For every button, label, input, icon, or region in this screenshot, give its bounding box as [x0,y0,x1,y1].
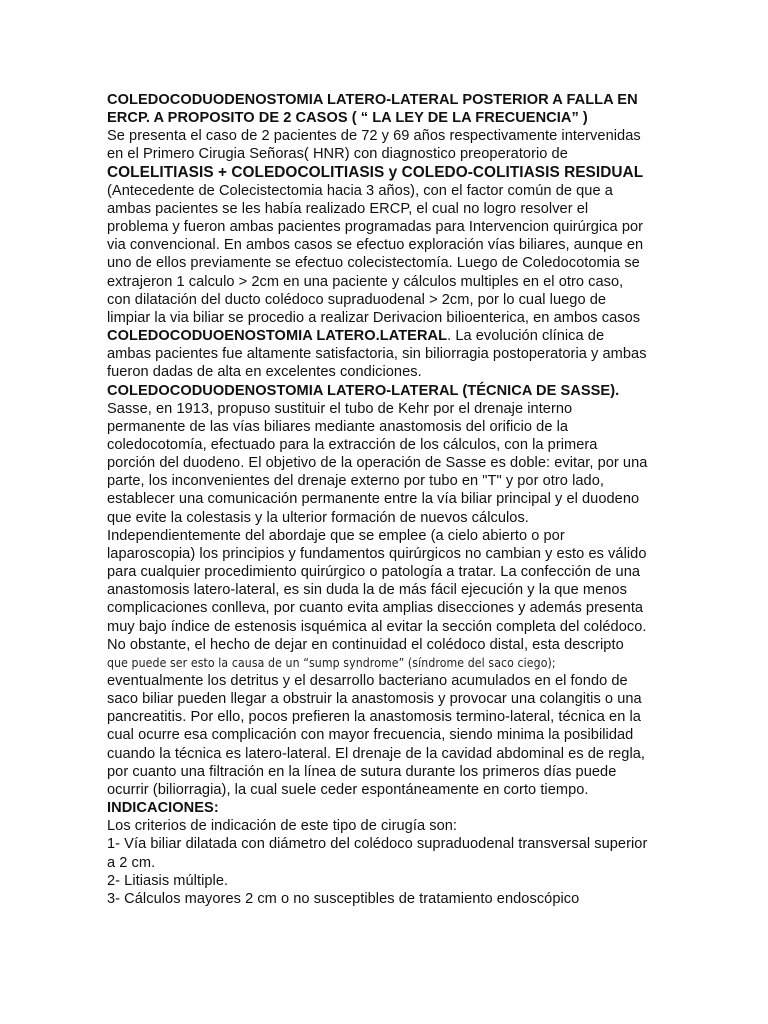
text-line: saco biliar pueden llegar a obstruir la anastomosis y provocar una colangitis o una [107,691,642,708]
text-line: Los criterios de indicación de este tipo de cirugía son: [107,818,458,835]
title-line: ERCP. A PROPOSITO DE 2 CASOS ( “ LA LEY DE LA FRECUENCIA” ) [107,110,588,127]
text-line: problema y fueron ambas pacientes programadas para Intervencion quirúrgica por [107,219,644,236]
list-item: 3- Cálculos mayores 2 cm o no susceptibles de tratamiento endoscópico [107,890,580,907]
text-line: No obstante, el hecho de dejar en continuidad el colédoco distal, esta descripto [107,636,624,653]
text-line: anastomosis latero-lateral, es sin duda la de más fácil ejecución y la que menos [107,582,627,599]
text-line: laparoscopia) los principios y fundamentos quirúrgicos no cambian y esto es válido [107,545,647,562]
text-line: con dilatación del ducto colédoco supraduodenal > 2cm, por lo cual luego de [107,291,607,308]
text-line: uno de ellos previamente se efectuo colecistectomía. Luego de Coledocotomia se [107,255,640,272]
intro-paragraph [107,127,667,181]
text-line: cuando la técnica es latero-lateral. El drenaje de la cavidad abdominal es de regla, [107,745,646,762]
list-item: a 2 cm. [107,854,156,871]
text-line: cual ocurre esa complicación con mayor frecuencia, siendo minima la posibilidad [107,727,634,744]
text-line: limpiar la via biliar se procedio a realizar Derivacion bilioenterica, en ambos casos [107,309,641,326]
document-title [107,91,667,127]
title-line: COLEDOCODUODENOSTOMIA LATERO-LATERAL POSTERIOR A FALLA EN [107,92,638,108]
text-line: ocurrir (biliorragia), la cual suele ceder espontáneamente en corto tiempo. [107,781,589,798]
sump-syndrome-line: que puede ser esto la causa de un “sump syndrome” (síndrome del saco ciego); [107,655,556,670]
text-line: parte, los inconvenientes del drenaje externo por tubo en "T" y por otro lado, [107,473,604,490]
technique-heading: COLEDOCODUODENOSTOMIA LATERO-LATERAL (TÉCNICA DE SASSE). [107,382,620,399]
text-line: establecer una comunicación permanente entre la vía biliar principal y el duodeno [107,491,640,508]
procedure-name: COLEDOCODUOENOSTOMIA LATERO.LATERAL [107,328,448,345]
text-line: Independientemente del abordaje que se emplee (a cielo abierto o por [107,527,565,544]
document-body [107,91,667,908]
text-line: muy bajo índice de estenosis isquémica al evitar la sección completa del colédoco. [107,618,647,635]
procedure-rest: . La evolución clínica de [447,328,605,345]
technique-section [107,382,667,800]
text-line: fueron dadas de alta en excelentes condiciones. [107,364,422,381]
case-paragraph [107,182,667,382]
text-line: para cualquier procedimiento quirúrgico o patología a tratar. La confección de una [107,564,641,581]
text-line: Sasse, en 1913, propuso sustituir el tubo de Kehr por el drenaje interno [107,400,573,417]
list-item: 2- Litiasis múltiple. [107,872,229,889]
text-line: en el Primero Cirugia Señoras( HNR) con diagnostico preoperatorio de [107,146,568,163]
diagnosis-line: COLELITIASIS + COLEDOCOLITIASIS y COLEDO-COLITIASIS RESIDUAL [107,163,644,181]
text-line: (Antecedente de Colecistectomia hacia 3 años), con el factor común de que a [107,182,613,199]
text-line: eventualmente los detritus y el desarrollo bacteriano acumulados en el fondo de [107,673,628,689]
text-line: permanente de las vías biliares mediante anastomosis del orificio de la [107,418,569,435]
indications-heading: INDICACIONES: [107,800,219,817]
text-line: complicaciones conlleva, por cuanto evita amplias disecciones y además presenta [107,600,644,617]
text-line: extrajeron 1 calculo > 2cm en una paciente y cálculos multiples en el otro caso, [107,273,624,290]
procedure-line [107,327,667,345]
list-item: 1- Vía biliar dilatada con diámetro del colédoco supraduodenal transversal superior [107,836,648,853]
text-line: coledocotomía, efectuado para la extracción de los cálculos, con la primera [107,436,598,453]
text-line: ambas pacientes fue altamente satisfactoria, sin biliorragia postoperatoria y ambas [107,346,647,363]
text-line: ambas pacientes se les había realizado ERCP, el cual no logro resolver el [107,200,589,217]
text-line: pancreatitis. Por ello, pocos prefieren la anastomosis termino-lateral, técnica en la [107,709,641,726]
indications-section [107,799,667,908]
text-line: Se presenta el caso de 2 pacientes de 72 y 69 años respectivamente intervenidas [107,128,641,145]
text-line: porción del duodeno. El objetivo de la operación de Sasse es doble: evitar, por una [107,455,648,472]
text-line: via convencional. En ambos casos se efectuo exploración vías biliares, aunque en [107,237,644,254]
text-line: por cuanto una filtración en la línea de sutura durante los primeros días puede [107,763,617,780]
text-line: que evite la colestasis y la ulterior formación de nuevos cálculos. [107,509,529,526]
